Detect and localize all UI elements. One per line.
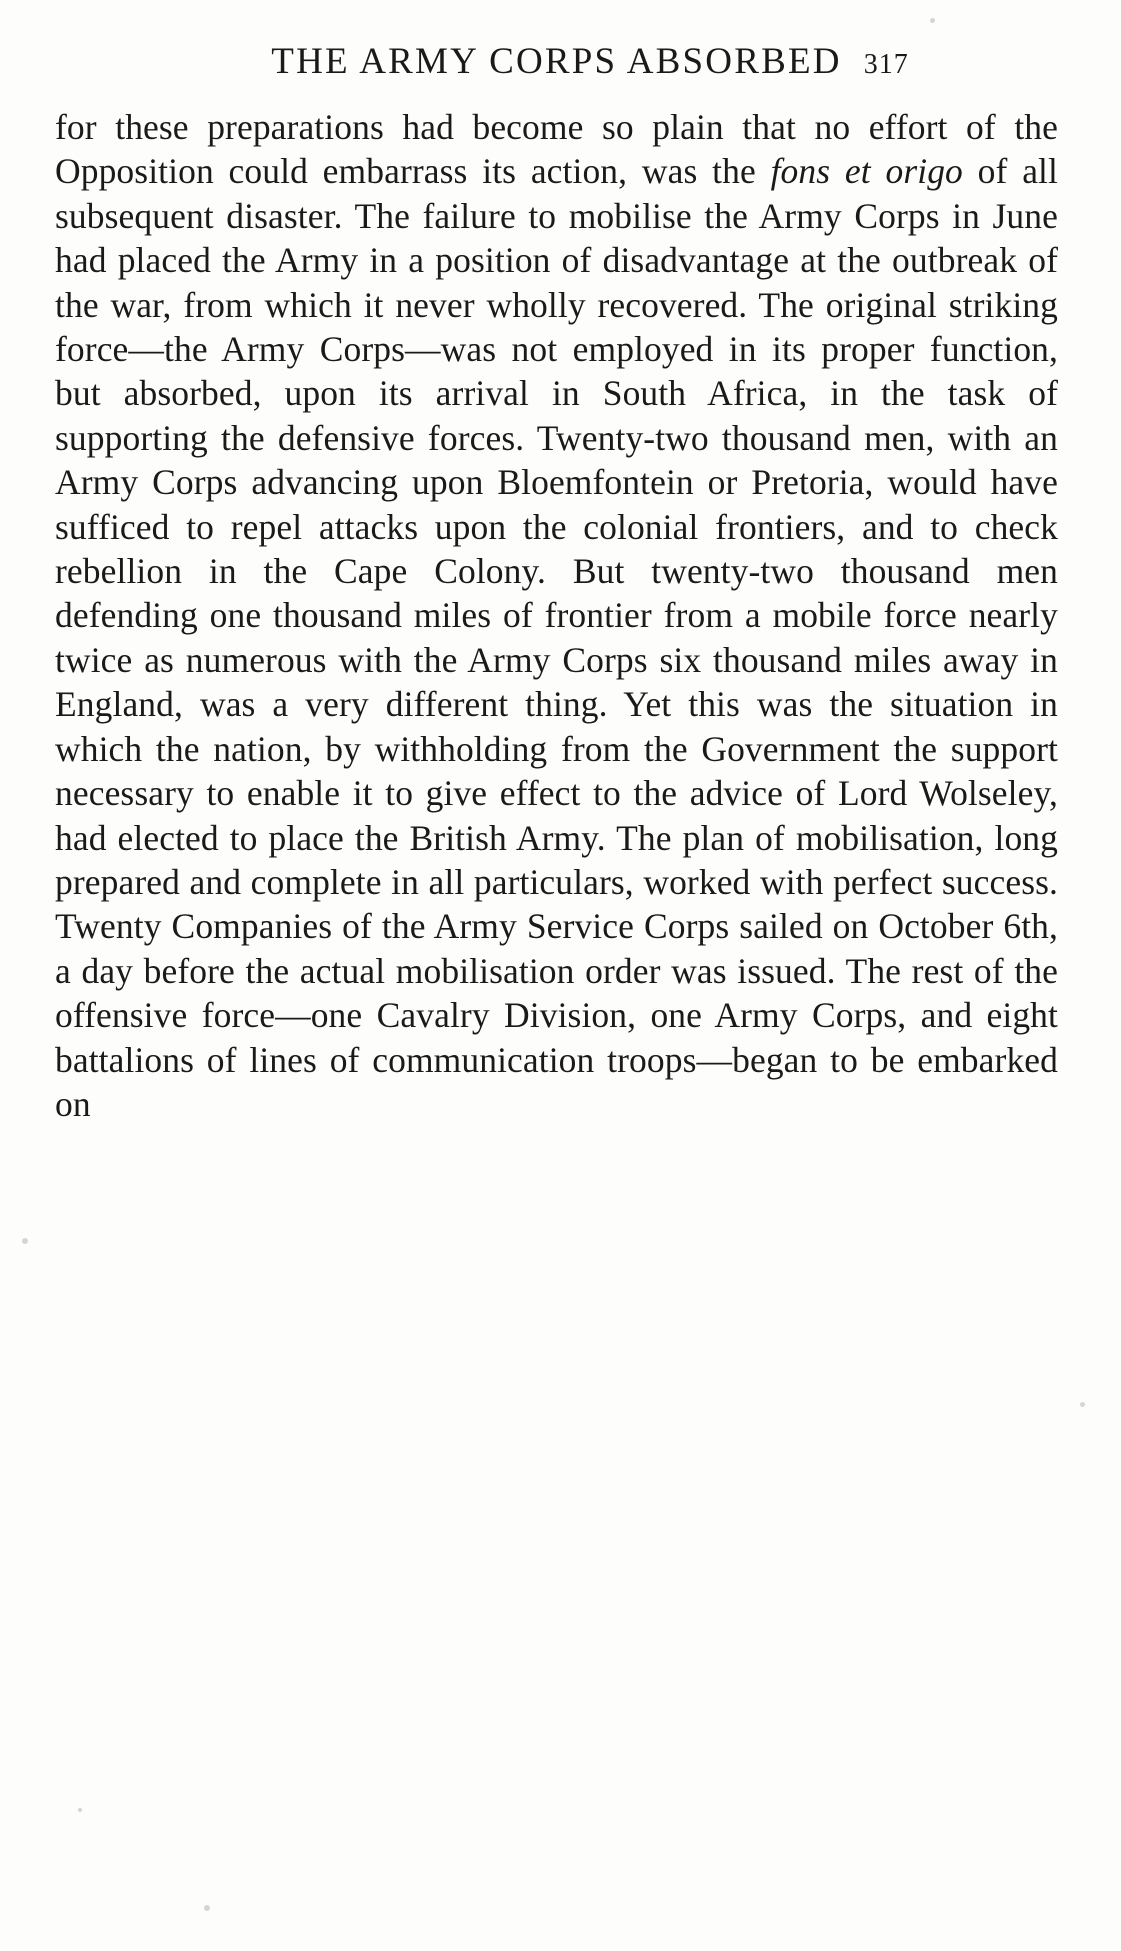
paragraph-segment-2: of all subsequent disaster. The failure to mobilise the Army Corps in June had placed the Army in a position of disadvantage at the outbreak of the war, from which it never wholly recovered. The original striking force—the Army Corps—was not employed in its proper function, but absorbed, upon its arrival in South Africa, in the task of supporting the defensive forces. Twenty-two thousand men, with an Army Corps advancing upon Bloemfontein or Pretoria, would have sufficed to repel attacks upon the colonial frontiers, and to check rebellion in the Cape Colony. But twenty-two thousand men defending one thousand miles of frontier from a mobile force nearly twice as numerous with the Army Corps six thousand miles away in England, was a very different thing. Yet this was the situation in which the nation, by withholding from the Government the support necessary to enable it to give effect to the advice of Lord Wolseley, had elected to place the British Army. The plan of mobilisation, long prepared and complete in all particulars, worked with perfect success. Twenty Companies of the Army Service Corps sailed on October 6th, a day before the actual mobilisation order was issued. The rest of the offensive force—one Cavalry Division, one Army Corps, and eight battalions of lines of communication troops—began to be embarked on bbox=[55, 151, 1058, 1124]
paper-speck bbox=[22, 1238, 28, 1244]
paper-speck bbox=[1080, 1402, 1085, 1407]
latin-phrase: fons et origo bbox=[770, 151, 963, 192]
body-text bbox=[55, 105, 1065, 1126]
paper-speck bbox=[930, 18, 935, 23]
paragraph bbox=[55, 105, 1058, 1126]
paper-speck bbox=[204, 1905, 210, 1911]
paragraph-segment-1: for these preparations had become so plain that no effort of the Opposition could embarrass its action, was the bbox=[55, 107, 1058, 192]
page-number: 317 bbox=[863, 49, 909, 80]
running-title: THE ARMY CORPS ABSORBED bbox=[271, 41, 842, 82]
page-content bbox=[55, 40, 1065, 1126]
paper-speck bbox=[78, 1808, 82, 1812]
page-header bbox=[55, 40, 1065, 83]
